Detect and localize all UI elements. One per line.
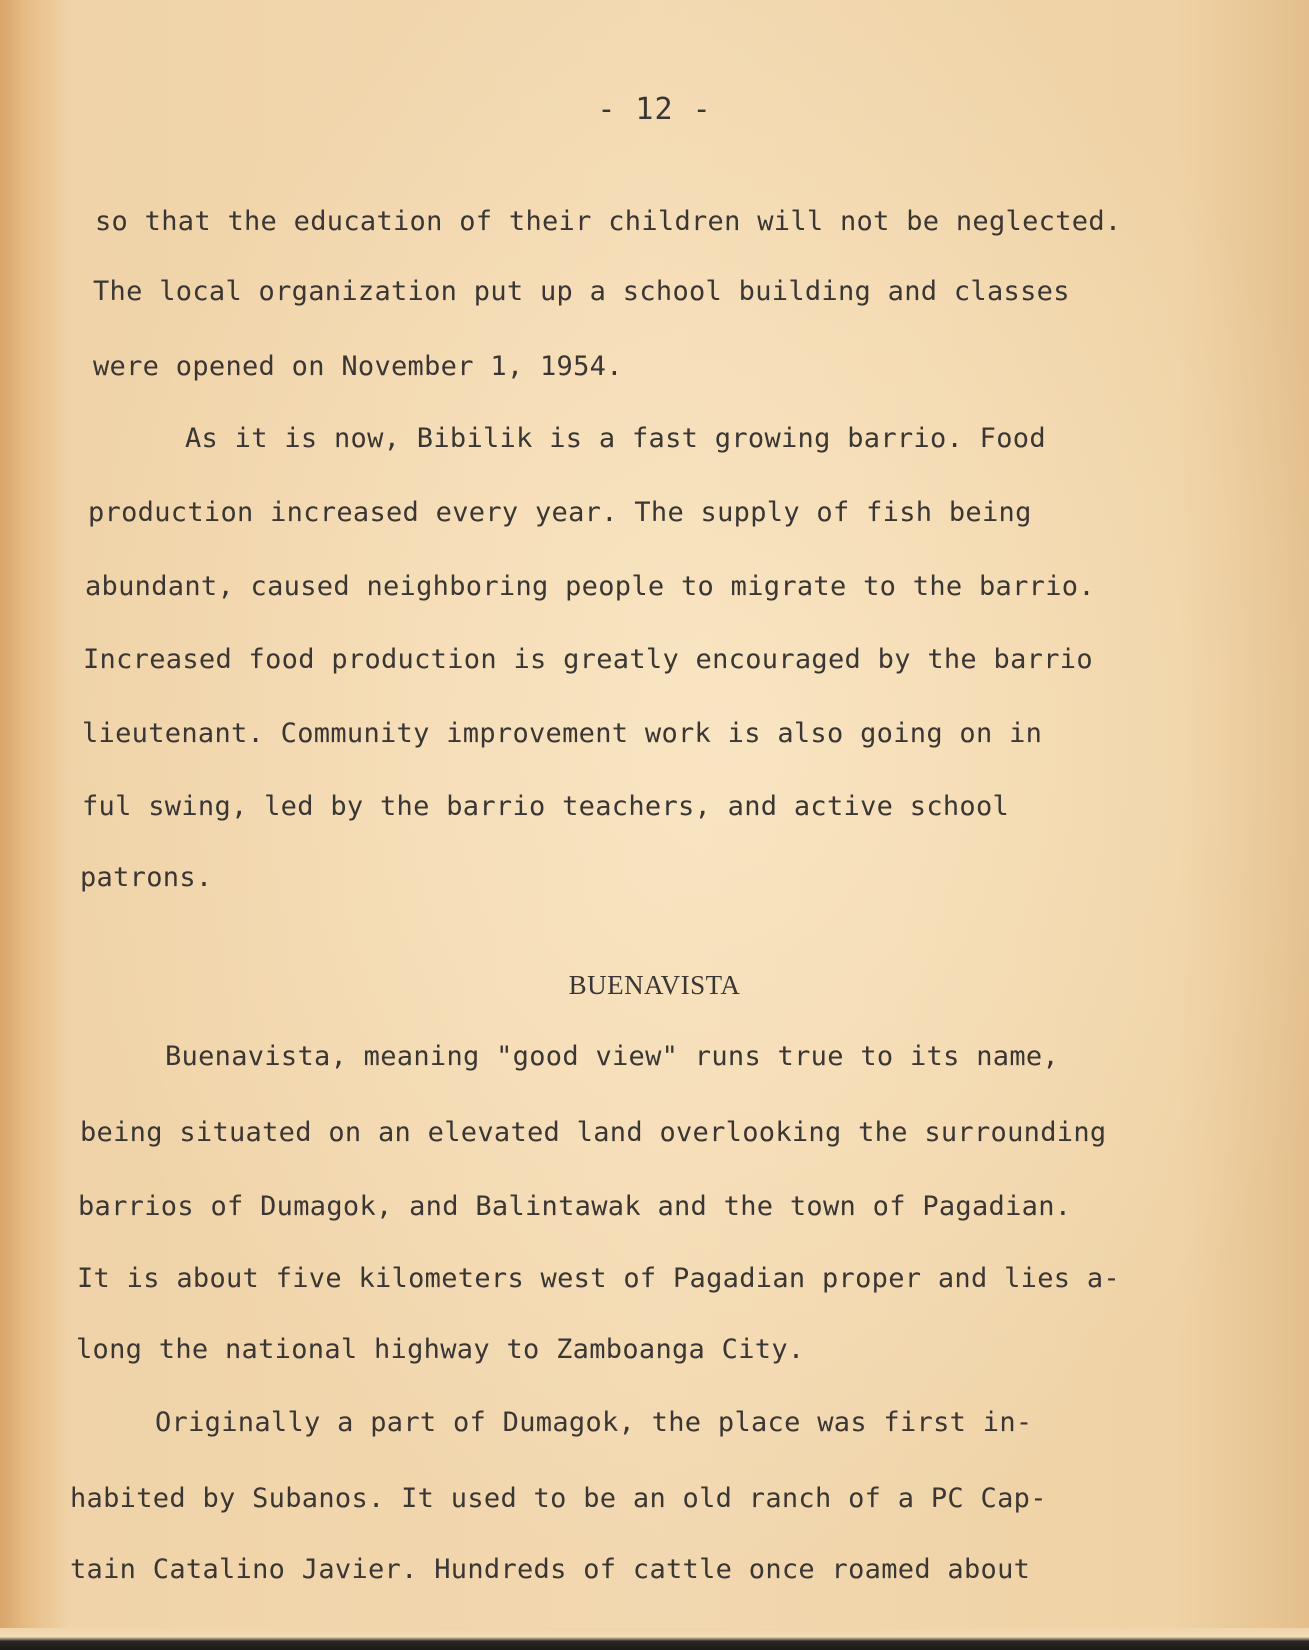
text-line: being situated on an elevated land overlooking the surrounding xyxy=(80,1117,1107,1148)
text-line: As it is now, Bibilik is a fast growing barrio. Food xyxy=(185,423,1046,454)
page-number: - 12 - xyxy=(597,92,712,127)
text-line: Buenavista, meaning "good view" runs true to its name, xyxy=(165,1041,1059,1072)
section-heading: BUENAVISTA xyxy=(568,970,741,1000)
text-line: It is about five kilometers west of Pagadian proper and lies a- xyxy=(77,1263,1120,1294)
text-line: Originally a part of Dumagok, the place was first in- xyxy=(155,1407,1033,1438)
text-line: production increased every year. The supply of fish being xyxy=(88,497,1032,528)
text-line: habited by Subanos. It used to be an old ranch of a PC Cap- xyxy=(70,1483,1047,1514)
scan-bottom-edge xyxy=(0,1628,1309,1650)
text-line: ful swing, led by the barrio teachers, and active school xyxy=(82,791,1010,822)
text-line: were opened on November 1, 1954. xyxy=(93,351,623,382)
text-line: so that the education of their children will not be neglected. xyxy=(95,206,1122,237)
text-line: lieutenant. Community improvement work is also going on in xyxy=(82,718,1043,749)
text-line: patrons. xyxy=(80,862,213,893)
text-line: barrios of Dumagok, and Balintawak and the town of Pagadian. xyxy=(78,1191,1072,1222)
text-line: Increased food production is greatly encouraged by the barrio xyxy=(83,644,1093,675)
text-line: tain Catalino Javier. Hundreds of cattle once roamed about xyxy=(70,1554,1031,1585)
text-line: The local organization put up a school building and classes xyxy=(93,276,1070,307)
text-line: long the national highway to Zamboanga City. xyxy=(76,1334,805,1365)
text-line: abundant, caused neighboring people to migrate to the barrio. xyxy=(85,571,1095,602)
